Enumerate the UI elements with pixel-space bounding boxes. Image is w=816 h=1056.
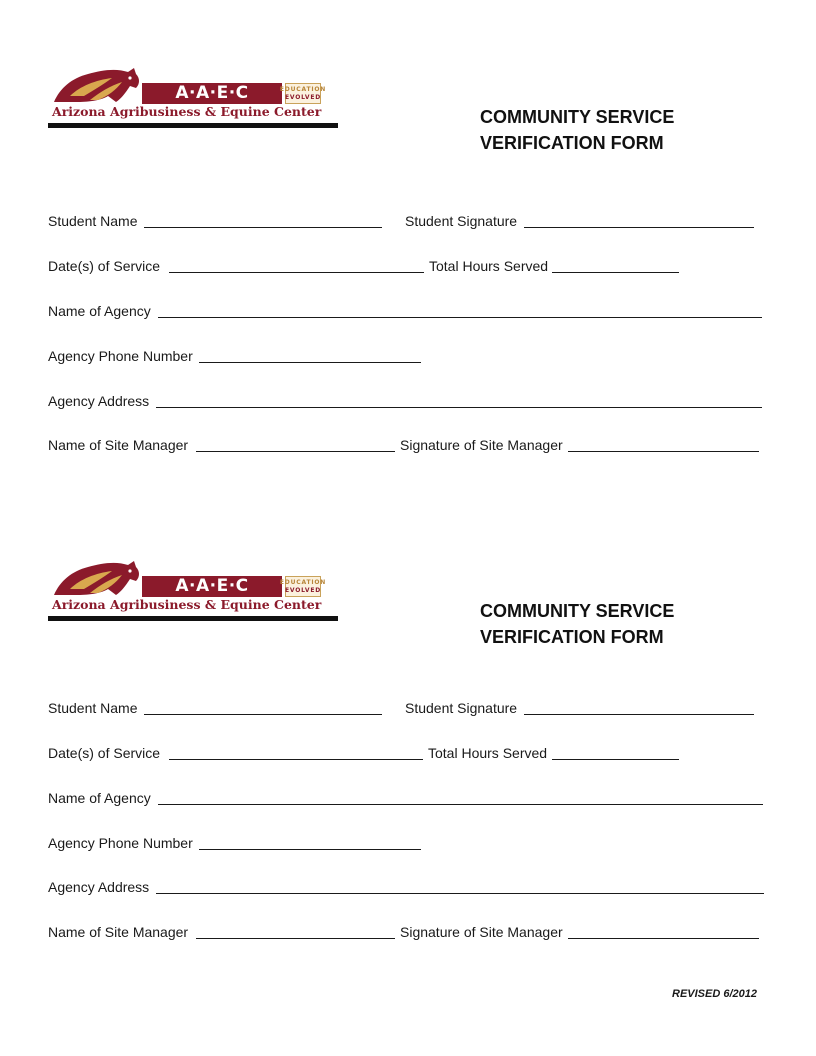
- verification-form-2: [0, 493, 816, 963]
- revision-note: REVISED 6/2012: [672, 988, 757, 1000]
- agency-address-label: Agency Address: [48, 879, 150, 895]
- site-manager-name-label: Name of Site Manager: [48, 437, 189, 453]
- verification-form-1: [0, 0, 816, 470]
- student-signature-field[interactable]: [524, 714, 754, 715]
- total-hours-field[interactable]: [552, 272, 679, 273]
- agency-address-field[interactable]: [156, 407, 762, 408]
- form-title: [480, 598, 780, 650]
- agency-address-field-extension[interactable]: [724, 893, 764, 894]
- agency-phone-field[interactable]: [199, 849, 421, 850]
- horse-logo-icon: [50, 66, 142, 106]
- logo-tagline: [279, 83, 327, 104]
- student-name-field[interactable]: [144, 227, 382, 228]
- horse-logo-icon: [50, 559, 142, 599]
- logo-full-name: Arizona Agribusiness & Equine Center: [52, 104, 322, 119]
- agency-address-field[interactable]: [156, 893, 724, 894]
- site-manager-signature-field[interactable]: [568, 938, 759, 939]
- site-manager-signature-field[interactable]: [568, 451, 759, 452]
- logo-tagline-line-1: EDUCATION: [279, 85, 327, 93]
- site-manager-name-field[interactable]: [196, 938, 395, 939]
- agency-name-field[interactable]: [158, 317, 762, 318]
- total-hours-field[interactable]: [552, 759, 679, 760]
- logo-tagline: [279, 576, 327, 597]
- student-name-label: Student Name: [48, 213, 138, 229]
- student-signature-label: Student Signature: [405, 700, 518, 716]
- aaec-logo: [48, 559, 340, 625]
- form-title: [480, 104, 780, 156]
- student-name-field[interactable]: [144, 714, 382, 715]
- agency-phone-field[interactable]: [199, 362, 421, 363]
- total-hours-label: Total Hours Served: [428, 745, 548, 761]
- agency-phone-label: Agency Phone Number: [48, 348, 193, 364]
- student-signature-field[interactable]: [524, 227, 754, 228]
- agency-name-label: Name of Agency: [48, 303, 151, 319]
- agency-name-field[interactable]: [158, 804, 763, 805]
- student-signature-label: Student Signature: [405, 213, 518, 229]
- agency-phone-label: Agency Phone Number: [48, 835, 193, 851]
- site-manager-signature-label: Signature of Site Manager: [400, 924, 563, 940]
- dates-of-service-field[interactable]: [169, 272, 424, 273]
- total-hours-label: Total Hours Served: [429, 258, 549, 274]
- logo-full-name: Arizona Agribusiness & Equine Center: [52, 597, 322, 612]
- aaec-logo: [48, 66, 340, 132]
- agency-name-label: Name of Agency: [48, 790, 151, 806]
- logo-tagline-line-2: EVOLVED: [284, 586, 322, 594]
- site-manager-name-field[interactable]: [196, 451, 395, 452]
- site-manager-signature-label: Signature of Site Manager: [400, 437, 563, 453]
- form-title-line-2: VERIFICATION FORM: [480, 133, 664, 153]
- dates-of-service-field[interactable]: [169, 759, 423, 760]
- form-title-line-1: COMMUNITY SERVICE: [480, 601, 675, 621]
- logo-tagline-line-1: EDUCATION: [279, 578, 327, 586]
- dates-of-service-label: Date(s) of Service: [48, 745, 161, 761]
- student-name-label: Student Name: [48, 700, 138, 716]
- logo-tagline-line-2: EVOLVED: [284, 93, 322, 101]
- form-title-line-1: COMMUNITY SERVICE: [480, 107, 675, 127]
- logo-acronym: A·A·E·C: [142, 576, 282, 597]
- logo-underline: [48, 616, 338, 621]
- logo-acronym: A·A·E·C: [142, 83, 282, 104]
- agency-address-label: Agency Address: [48, 393, 150, 409]
- dates-of-service-label: Date(s) of Service: [48, 258, 161, 274]
- logo-underline: [48, 123, 338, 128]
- site-manager-name-label: Name of Site Manager: [48, 924, 189, 940]
- form-title-line-2: VERIFICATION FORM: [480, 627, 664, 647]
